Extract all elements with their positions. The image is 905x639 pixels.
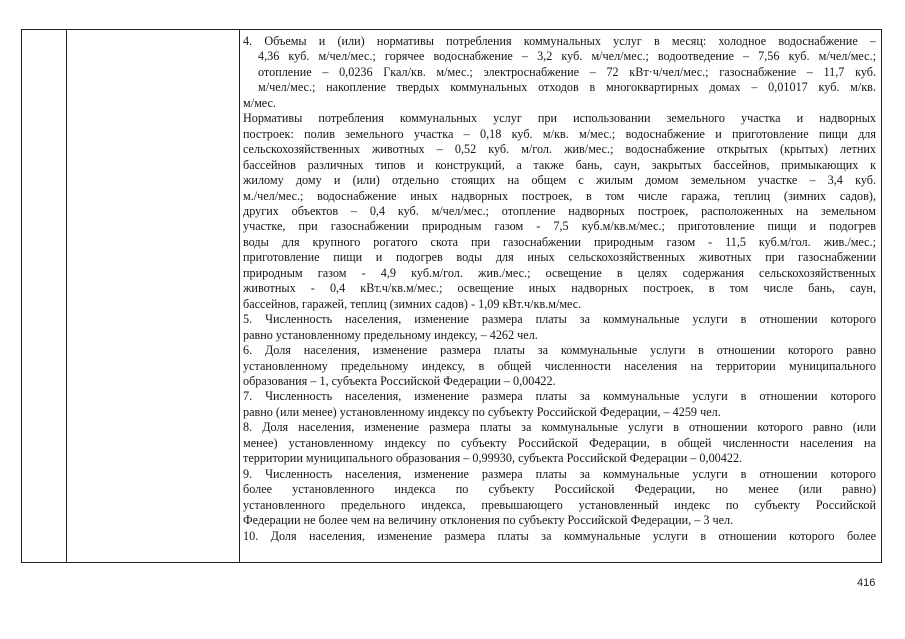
text-line: животных - 0,4 кВт.ч/кв.м/мес.; освещение иных надворных построек, в том числе бань, саун, xyxy=(243,281,876,296)
text-line: равно (или менее) установленному индексу по субъекту Российской Федерации, – 4259 чел. xyxy=(243,404,721,419)
text-line: равно установленному предельному индексу, – 4262 чел. xyxy=(243,327,538,342)
text-line: Нормативы потребления коммунальных услуг при использовании земельного участка и надворных xyxy=(243,111,876,126)
text-line: м/чел/мес.; накопление твердых коммунальных отходов в многоквартирных домах – 0,01017 куб. м/кв. xyxy=(258,80,876,95)
paragraph-item-6-share xyxy=(243,343,876,389)
text-line: более установленного индекса по субъекту Российской Федерации, но менее (или равно) xyxy=(243,482,876,497)
text-line: 9. Численность населения, изменение размера платы за коммунальные услуги в отношении которого xyxy=(243,466,876,481)
paragraph-item-10-share xyxy=(243,529,876,544)
text-line: образования – 1, субъекта Российской Федерации – 0,00422. xyxy=(243,373,556,388)
text-line: сельскохозяйственных животных – 0,52 куб. м/гол. жив/мес.; водоснабжение открытых (крытых) летних xyxy=(243,142,876,157)
text-line: менее) установленному индексу по субъекту Российской Федерации, в общей численности населения на xyxy=(243,435,876,450)
paragraph-land-plot-norms xyxy=(243,111,876,312)
text-line: м./чел/мес.; водоснабжение иных надворных построек, в том числе гаража, теплиц (зимних садов), xyxy=(243,188,876,203)
text-line: 7. Численность населения, изменение размера платы за коммунальные услуги в отношении которого xyxy=(243,389,876,404)
column-divider xyxy=(239,30,240,562)
text-line: природным газом - 4,9 куб.м/гол. жив./мес.; освещение в целях содержания сельскохозяйственных xyxy=(243,265,876,280)
text-line: построек: полив земельного участка – 0,18 куб. м/кв. м/мес.; водоснабжение и приготовление пищи для xyxy=(243,126,876,141)
text-line: других объектов – 0,4 куб. м/чел/мес.; отопление надворных построек, расположенных на земельном xyxy=(243,203,876,218)
paragraph-item-4-consumption xyxy=(243,34,876,111)
text-line: установленного предельного индекса, превышающего установленный индекс по субъекту Российской xyxy=(243,497,876,512)
paragraph-item-7-population xyxy=(243,389,876,420)
document-table xyxy=(21,29,882,563)
text-line: жилому дому и (или) отдельно стоящих на общем с жилым домом земельном участке – 3,4 куб. xyxy=(243,173,876,188)
text-line: приготовление пищи и подогрев воды для иных сельскохозяйственных животных при газоснабжении xyxy=(243,250,876,265)
paragraph-item-5-population xyxy=(243,312,876,343)
page-number: 416 xyxy=(857,577,876,589)
text-line: участке, при газоснабжении природным газом - 7,5 куб.м/кв.м/мес.; приготовление пищи и подогрев xyxy=(243,219,876,234)
text-line: 10. Доля населения, изменение размера платы за коммунальные услуги в отношении которого более xyxy=(243,528,876,543)
text-line: 8. Доля населения, изменение размера платы за коммунальные услуги в отношении которого равно (или xyxy=(243,420,876,435)
text-line: бассейнов, гаражей, теплиц (зимних садов) - 1,09 кВт.ч/кв.м/мес. xyxy=(243,296,582,311)
text-line: Федерации не более чем на величину отклонения по субъекту Российской Федерации, – 3 чел. xyxy=(243,513,734,528)
text-line: 4. Объемы и (или) нормативы потребления коммунальных услуг в месяц: холодное водоснабжение – xyxy=(243,34,876,48)
paragraph-item-9-population xyxy=(243,467,876,529)
text-line: бассейнов различных типов и конструкций, а также бань, саун, закрытых бассейнов, примыкающих к xyxy=(243,157,876,172)
paragraph-item-8-share xyxy=(243,420,876,466)
text-line: установленному предельному индексу, в общей численности населения на территории муниципального xyxy=(243,358,876,373)
text-line: отопление – 0,0236 Гкал/кв. м/мес.; электроснабжение – 72 кВт·ч/чел/мес.; газоснабжение – 11,7 куб. xyxy=(258,64,876,79)
text-line: 5. Численность населения, изменение размера платы за коммунальные услуги в отношении которого xyxy=(243,312,876,327)
column-divider xyxy=(66,30,67,562)
text-line: территории муниципального образования – 0,99930, субъекта Российской Федерации – 0,00422. xyxy=(243,451,743,466)
text-line: 4,36 куб. м/чел/мес.; горячее водоснабжение – 3,2 куб. м/чел/мес.; водоотведение – 7,56 куб. м/чел/мес.; xyxy=(258,49,876,64)
text-cell xyxy=(243,34,876,544)
text-line: 6. Доля населения, изменение размера платы за коммунальные услуги в отношении которого равно xyxy=(243,343,876,358)
text-line: воды для крупного рогатого скота при газоснабжении природным газом - 11,5 куб.м/гол. жив./мес.; xyxy=(243,234,876,249)
text-line: м/мес. xyxy=(243,95,276,110)
